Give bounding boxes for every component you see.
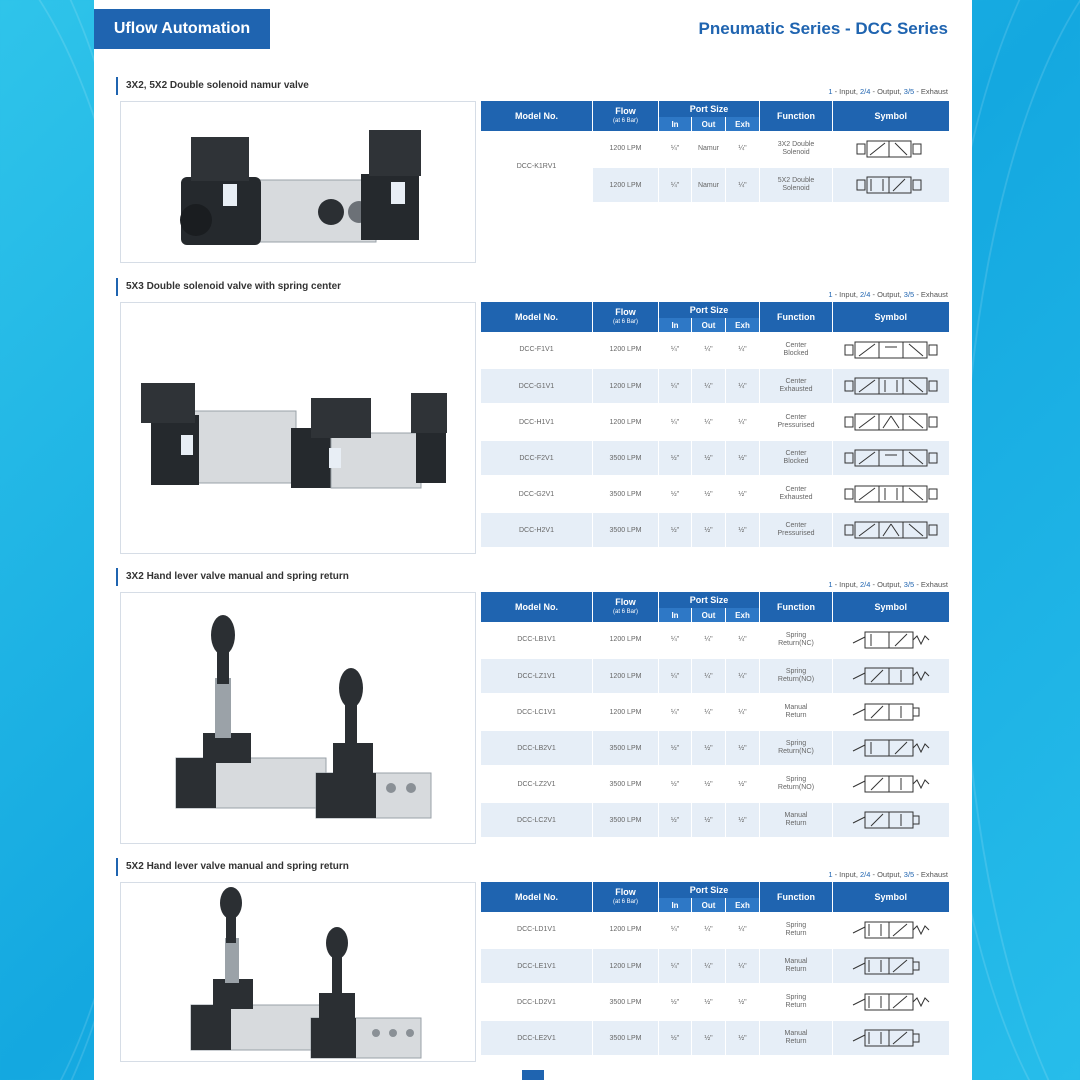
double-solenoid-5x2-symbol [833,167,949,203]
port-in-cell: ½" [659,476,692,512]
header-symbol: Symbol [833,101,949,131]
brand-label: Uflow Automation [94,9,270,49]
header-symbol: Symbol [833,302,949,332]
flow-cell: 3500 LPM [593,476,659,512]
section-title: 5X2 Hand lever valve manual and spring return [116,858,349,876]
page-indicator [522,1070,544,1080]
port-in-cell: ¼" [659,622,692,658]
header-port-exh: Exh [726,898,760,912]
port-in-cell: ½" [659,440,692,476]
section-5x2-hand-lever [116,858,948,1064]
port-in-cell: ½" [659,730,692,766]
header-symbol: Symbol [833,592,949,622]
spec-table [480,302,949,549]
catalog-page [94,0,972,1080]
model-cell: DCC-LE1V1 [481,948,593,984]
port-out-cell: ¼" [692,658,726,694]
port-exh-cell: ½" [726,476,760,512]
port-exh-cell: ½" [726,984,760,1020]
header-model: Model No. [481,882,593,912]
model-cell: DCC-LD1V1 [481,912,593,948]
port-out-cell: ½" [692,984,726,1020]
model-cell: DCC-LZ1V1 [481,658,593,694]
header-port-exh: Exh [726,318,760,332]
spec-table [480,101,949,204]
lever-spring-return-symbol [833,766,949,802]
header-function: Function [760,882,833,912]
model-cell: DCC-H2V1 [481,512,593,548]
section-3x2-hand-lever [116,568,948,848]
model-cell: DCC-LZ2V1 [481,766,593,802]
table-row [481,404,949,440]
port-in-cell: ½" [659,802,692,838]
product-image-5x3-valve [120,302,476,554]
model-cell: DCC-F1V1 [481,332,593,368]
header-port-size: Port Size [659,592,760,608]
function-cell: Center Exhausted [760,368,833,404]
port-in-cell: ½" [659,984,692,1020]
header-function: Function [760,592,833,622]
model-cell: DCC-K1RV1 [481,131,593,203]
port-out-cell: ½" [692,1020,726,1056]
table-row [481,984,949,1020]
model-cell: DCC-G2V1 [481,476,593,512]
header-port-in: In [659,608,692,622]
header-flow: Flow (at 6 Bar) [593,882,659,912]
header-port-size: Port Size [659,101,760,117]
center-exhausted-symbol [833,368,949,404]
port-in-cell: ¼" [659,131,692,167]
function-cell: Center Pressurised [760,512,833,548]
port-in-cell: ¼" [659,658,692,694]
model-cell: DCC-G1V1 [481,368,593,404]
table-row [481,730,949,766]
flow-cell: 3500 LPM [593,512,659,548]
table-row [481,1020,949,1056]
port-out-cell: ½" [692,802,726,838]
header-port-size: Port Size [659,302,760,318]
header-function: Function [760,101,833,131]
header-port-out: Out [692,318,726,332]
table-row [481,131,949,167]
function-cell: Manual Return [760,948,833,984]
function-cell: Spring Return(NO) [760,658,833,694]
flow-cell: 1200 LPM [593,912,659,948]
flow-cell: 1200 LPM [593,404,659,440]
port-exh-cell: ¼" [726,368,760,404]
model-cell: DCC-LB2V1 [481,730,593,766]
lever-spring-return-symbol [833,658,949,694]
flow-cell: 1200 LPM [593,694,659,730]
section-title: 3X2, 5X2 Double solenoid namur valve [116,77,309,95]
port-in-cell: ¼" [659,332,692,368]
header-port-out: Out [692,608,726,622]
port-legend: 1 - Input, 2/4 - Output, 3/5 - Exhaust [828,580,948,589]
flow-cell: 3500 LPM [593,730,659,766]
port-out-cell: ½" [692,476,726,512]
function-cell: 5X2 Double Solenoid [760,167,833,203]
header-symbol: Symbol [833,882,949,912]
port-exh-cell: ¼" [726,658,760,694]
port-exh-cell: ½" [726,730,760,766]
port-exh-cell: ½" [726,1020,760,1056]
port-in-cell: ¼" [659,404,692,440]
function-cell: Center Pressurised [760,404,833,440]
header-port-out: Out [692,117,726,131]
function-cell: Spring Return [760,984,833,1020]
function-cell: Spring Return(NC) [760,622,833,658]
section-double-solenoid-namur [116,77,948,267]
port-out-cell: ¼" [692,694,726,730]
flow-cell: 1200 LPM [593,131,659,167]
table-row [481,694,949,730]
spec-table [480,592,949,839]
port-exh-cell: ¼" [726,948,760,984]
function-cell: Manual Return [760,1020,833,1056]
port-legend: 1 - Input, 2/4 - Output, 3/5 - Exhaust [828,870,948,879]
header-model: Model No. [481,592,593,622]
table-row [481,368,949,404]
port-out-cell: ¼" [692,404,726,440]
double-solenoid-3x2-symbol [833,131,949,167]
function-cell: Spring Return(NC) [760,730,833,766]
header-port-in: In [659,898,692,912]
port-out-cell: Namur [692,131,726,167]
table-row [481,476,949,512]
table-row [481,948,949,984]
function-cell: Center Blocked [760,440,833,476]
table-row [481,440,949,476]
table-row [481,658,949,694]
header-port-in: In [659,318,692,332]
port-in-cell: ¼" [659,694,692,730]
port-in-cell: ¼" [659,912,692,948]
model-cell: DCC-LC2V1 [481,802,593,838]
flow-cell: 3500 LPM [593,802,659,838]
port-legend: 1 - Input, 2/4 - Output, 3/5 - Exhaust [828,290,948,299]
port-in-cell: ¼" [659,167,692,203]
header-port-in: In [659,117,692,131]
flow-cell: 1200 LPM [593,167,659,203]
flow-cell: 1200 LPM [593,622,659,658]
flow-cell: 3500 LPM [593,440,659,476]
port-exh-cell: ¼" [726,332,760,368]
port-out-cell: ¼" [692,332,726,368]
flow-cell: 1200 LPM [593,368,659,404]
header-port-out: Out [692,898,726,912]
header-port-exh: Exh [726,608,760,622]
port-out-cell: ½" [692,512,726,548]
product-image-3x2-lever-valve [120,592,476,844]
port-in-cell: ¼" [659,368,692,404]
port-exh-cell: ¼" [726,404,760,440]
header-flow: Flow (at 6 Bar) [593,302,659,332]
center-pressurised-symbol [833,512,949,548]
lever-spring-return-5x2-symbol [833,984,949,1020]
function-cell: Manual Return [760,694,833,730]
model-cell: DCC-H1V1 [481,404,593,440]
flow-cell: 3500 LPM [593,1020,659,1056]
lever-spring-return-symbol [833,730,949,766]
model-cell: DCC-LB1V1 [481,622,593,658]
section-title: 5X3 Double solenoid valve with spring center [116,278,341,296]
port-in-cell: ¼" [659,948,692,984]
lever-spring-return-5x2-symbol [833,912,949,948]
section-5x3-double-solenoid [116,278,948,556]
port-exh-cell: ¼" [726,694,760,730]
section-title: 3X2 Hand lever valve manual and spring return [116,568,349,586]
table-row [481,512,949,548]
port-in-cell: ½" [659,512,692,548]
lever-manual-return-symbol [833,802,949,838]
series-title: Pneumatic Series - DCC Series [698,19,948,38]
product-image-namur-valve [120,101,476,263]
flow-cell: 1200 LPM [593,658,659,694]
header-flow: Flow (at 6 Bar) [593,592,659,622]
port-exh-cell: ½" [726,440,760,476]
flow-cell: 3500 LPM [593,984,659,1020]
function-cell: Center Exhausted [760,476,833,512]
model-cell: DCC-LC1V1 [481,694,593,730]
port-in-cell: ½" [659,1020,692,1056]
port-exh-cell: ½" [726,766,760,802]
lever-manual-return-5x2-symbol [833,1020,949,1056]
port-out-cell: ½" [692,766,726,802]
table-row [481,622,949,658]
flow-cell: 1200 LPM [593,948,659,984]
model-cell: DCC-LD2V1 [481,984,593,1020]
lever-manual-return-5x2-symbol [833,948,949,984]
model-cell: DCC-F2V1 [481,440,593,476]
spec-table [480,882,949,1057]
port-exh-cell: ¼" [726,167,760,203]
table-row [481,912,949,948]
port-exh-cell: ½" [726,802,760,838]
flow-cell: 3500 LPM [593,766,659,802]
center-exhausted-symbol [833,476,949,512]
port-out-cell: ½" [692,730,726,766]
port-exh-cell: ¼" [726,131,760,167]
port-exh-cell: ¼" [726,622,760,658]
port-exh-cell: ½" [726,512,760,548]
function-cell: Spring Return [760,912,833,948]
lever-manual-return-symbol [833,694,949,730]
port-out-cell: ¼" [692,622,726,658]
center-pressurised-symbol [833,404,949,440]
port-out-cell: ½" [692,440,726,476]
center-blocked-symbol [833,332,949,368]
product-image-5x2-lever-valve [120,882,476,1062]
header-function: Function [760,302,833,332]
model-cell: DCC-LE2V1 [481,1020,593,1056]
flow-cell: 1200 LPM [593,332,659,368]
port-legend: 1 - Input, 2/4 - Output, 3/5 - Exhaust [828,87,948,96]
lever-spring-return-symbol [833,622,949,658]
function-cell: Spring Return(NO) [760,766,833,802]
header-port-size: Port Size [659,882,760,898]
port-out-cell: ¼" [692,948,726,984]
table-row [481,766,949,802]
port-out-cell: Namur [692,167,726,203]
function-cell: Center Blocked [760,332,833,368]
port-out-cell: ¼" [692,368,726,404]
function-cell: Manual Return [760,802,833,838]
header-model: Model No. [481,101,593,131]
port-exh-cell: ¼" [726,912,760,948]
port-in-cell: ½" [659,766,692,802]
header-model: Model No. [481,302,593,332]
header-flow: Flow (at 6 Bar) [593,101,659,131]
table-row [481,802,949,838]
header-port-exh: Exh [726,117,760,131]
center-blocked-symbol [833,440,949,476]
function-cell: 3X2 Double Solenoid [760,131,833,167]
table-row [481,332,949,368]
port-out-cell: ¼" [692,912,726,948]
